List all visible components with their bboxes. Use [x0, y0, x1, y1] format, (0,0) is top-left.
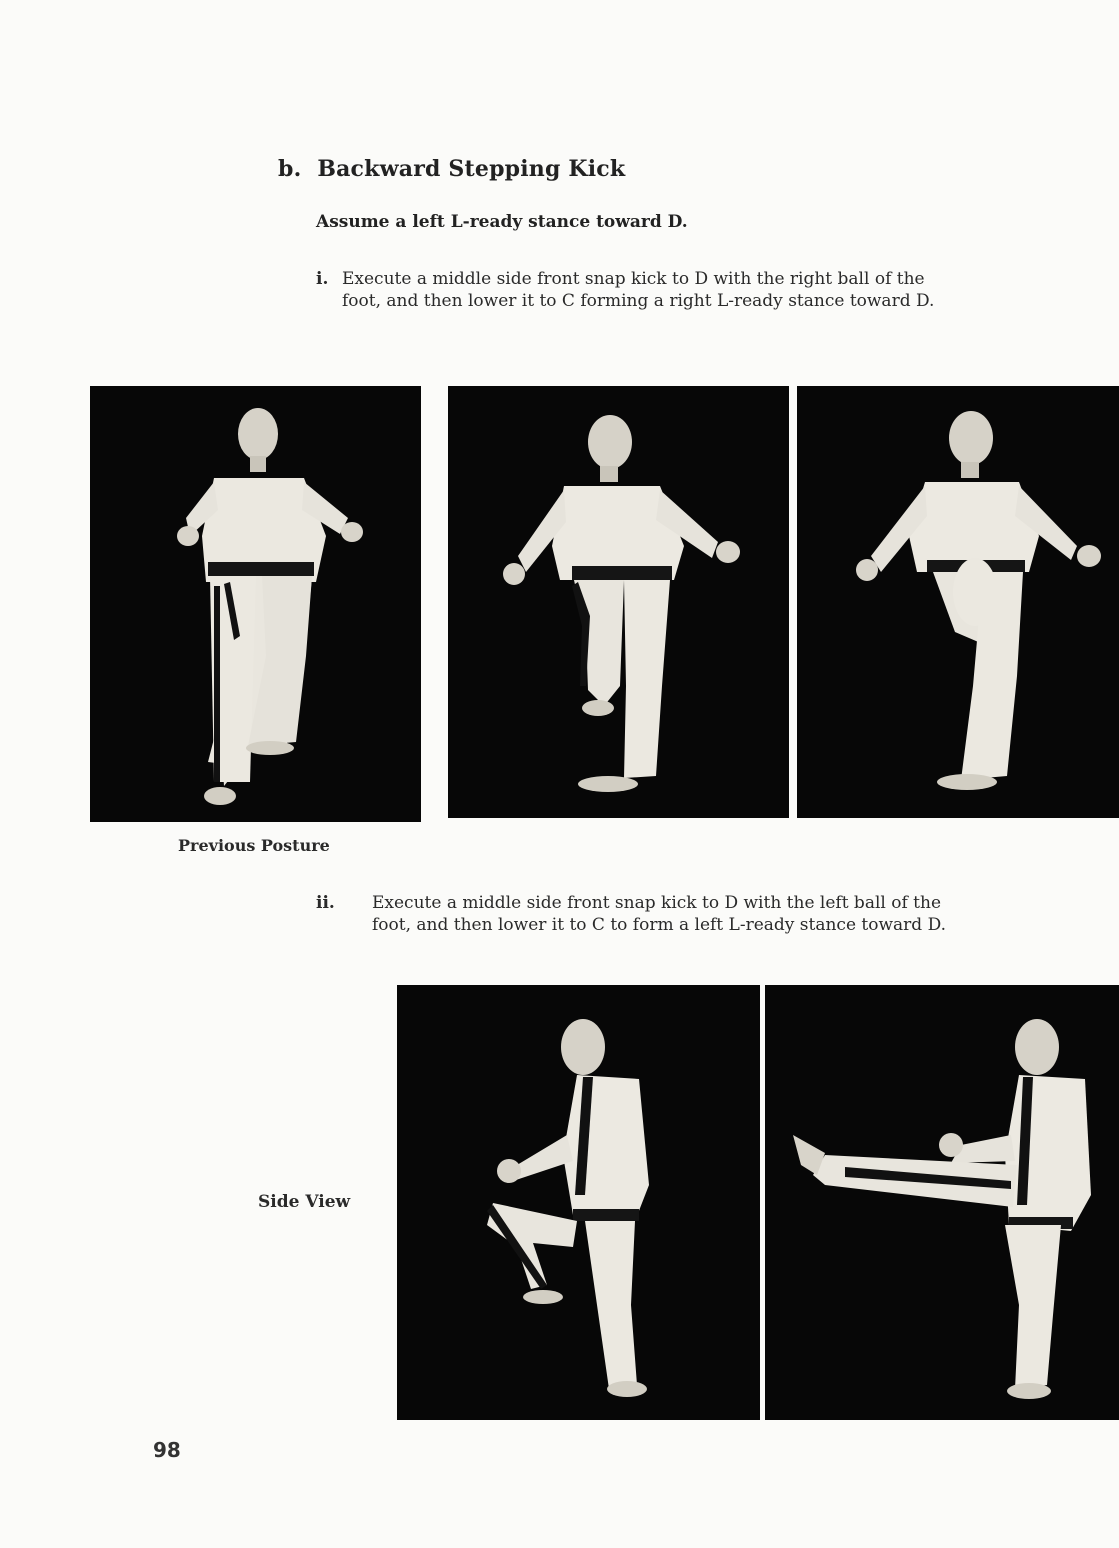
section-heading: [278, 156, 625, 182]
figure-side-knee-raise-illustration: [397, 985, 760, 1420]
photo-step-i-kick: [797, 386, 1119, 818]
step-line: foot, and then lower it to C to form a left L-ready stance toward D.: [372, 915, 947, 935]
figure-kick-chamber-illustration: [797, 386, 1119, 818]
caption-side-view: Side View: [258, 1192, 351, 1212]
section-title: Backward Stepping Kick: [317, 156, 626, 182]
step-line: Execute a middle side front snap kick to D with the right ball of the: [342, 269, 925, 289]
photo-side-view-knee-raise: [397, 985, 760, 1420]
caption-previous-posture: Previous Posture: [178, 836, 330, 855]
intro-instruction: Assume a left L-ready stance toward D.: [316, 212, 688, 232]
step-marker: ii.: [316, 893, 335, 913]
step-marker: i.: [316, 269, 329, 289]
step-line: Execute a middle side front snap kick to D with the left ball of the: [372, 893, 942, 913]
step-ii: [316, 892, 1076, 940]
step-text: [342, 268, 934, 312]
photo-previous-posture: [90, 386, 421, 822]
photo-side-view-kick: [765, 985, 1119, 1420]
step-line: foot, and then lower it to C forming a right L-ready stance toward D.: [342, 291, 935, 311]
figure-ready-stance-illustration: [90, 386, 421, 822]
figure-side-front-kick-illustration: [765, 985, 1119, 1420]
figure-knee-raise-illustration: [448, 386, 789, 818]
section-number: b.: [278, 156, 302, 182]
step-i: [316, 268, 1076, 316]
photo-step-i-lifted-knee: [448, 386, 789, 818]
step-text: [372, 892, 946, 936]
page-number: 98: [153, 1438, 181, 1462]
